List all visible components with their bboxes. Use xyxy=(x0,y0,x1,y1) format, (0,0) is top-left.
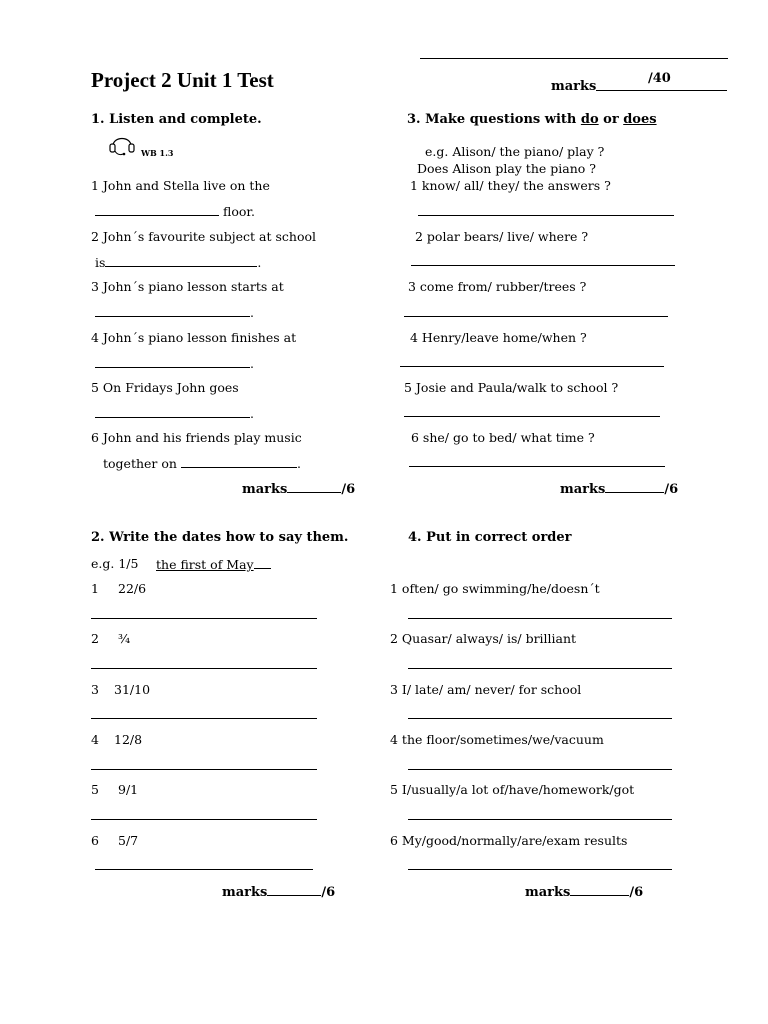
s2-item3-num: 3 xyxy=(91,682,99,697)
s1-item4-answer: . xyxy=(95,355,254,371)
answer-blank[interactable] xyxy=(95,405,250,418)
s3-item2: 2 polar bears/ live/ where ? xyxy=(415,229,589,244)
s2-marks: marks /6 xyxy=(222,885,336,900)
s3-item4: 4 Henry/leave home/when ? xyxy=(410,330,587,345)
answer-line[interactable] xyxy=(408,618,672,619)
marks-blank[interactable] xyxy=(267,883,321,896)
s3-item5: 5 Josie and Paula/walk to school ? xyxy=(404,380,619,395)
s1-item4-text: 4 John´s piano lesson finishes at xyxy=(91,330,297,345)
marks-blank[interactable] xyxy=(287,480,341,493)
section3-heading: 3. Make questions with do or does xyxy=(407,112,657,127)
marks-blank[interactable] xyxy=(570,883,629,896)
section4-heading: 4. Put in correct order xyxy=(408,530,572,545)
answer-line[interactable] xyxy=(400,366,664,367)
s3-example-prompt: e.g. Alison/ the piano/ play ? xyxy=(425,144,605,159)
marks-blank[interactable] xyxy=(605,480,664,493)
s2-item2-date: ¾ xyxy=(118,631,131,646)
answer-line[interactable] xyxy=(91,668,317,669)
s3-item6: 6 she/ go to bed/ what time ? xyxy=(411,430,595,445)
answer-blank[interactable] xyxy=(105,254,257,267)
s1-item2-text: 2 John´s favourite subject at school xyxy=(91,229,316,244)
s1-item1-text: 1 John and Stella live on the xyxy=(91,178,270,193)
answer-line[interactable] xyxy=(404,416,660,417)
s4-item4: 4 the floor/sometimes/we/vacuum xyxy=(390,732,604,747)
answer-line[interactable] xyxy=(411,265,675,266)
answer-line[interactable] xyxy=(404,316,668,317)
s2-item1-date: 22/6 xyxy=(118,581,147,596)
s4-item1: 1 often/ go swimming/he/doesn´t xyxy=(390,581,600,596)
s1-item6-answer: together on . xyxy=(103,456,301,471)
section2-heading: 2. Write the dates how to say them. xyxy=(91,530,349,545)
answer-line[interactable] xyxy=(91,618,317,619)
s1-item5-answer: . xyxy=(95,405,254,421)
answer-line[interactable] xyxy=(91,769,317,770)
s2-item2-num: 2 xyxy=(91,631,99,646)
s1-marks: marks /6 xyxy=(242,482,356,497)
s4-item5: 5 I/usually/a lot of/have/homework/got xyxy=(390,782,635,797)
s1-item5-text: 5 On Fridays John goes xyxy=(91,380,239,395)
s2-item6-date: 5/7 xyxy=(118,833,139,848)
s1-item3-answer: . xyxy=(95,304,254,320)
answer-line[interactable] xyxy=(91,819,317,820)
name-line[interactable] xyxy=(420,58,728,59)
answer-line[interactable] xyxy=(408,668,672,669)
s2-item1-num: 1 xyxy=(91,581,99,596)
answer-line[interactable] xyxy=(95,869,313,870)
section1-heading: 1. Listen and complete. xyxy=(91,112,262,127)
s1-item3-text: 3 John´s piano lesson starts at xyxy=(91,279,284,294)
answer-blank[interactable] xyxy=(95,355,250,368)
answer-line[interactable] xyxy=(91,718,317,719)
s1-item1-answer: floor. xyxy=(95,203,255,219)
s3-item3: 3 come from/ rubber/trees ? xyxy=(408,279,587,294)
headphones-icon xyxy=(107,129,137,163)
s2-item5-date: 9/1 xyxy=(118,782,139,797)
answer-line[interactable] xyxy=(408,819,672,820)
total-marks-value: /40 xyxy=(648,71,671,86)
answer-line[interactable] xyxy=(408,718,672,719)
answer-line[interactable] xyxy=(408,869,672,870)
total-marks-label: marks xyxy=(551,79,597,94)
s2-item4-num: 4 xyxy=(91,732,99,747)
s3-item1: 1 know/ all/ they/ the answers ? xyxy=(410,178,611,193)
s4-marks: marks /6 xyxy=(525,885,644,900)
s2-item5-num: 5 xyxy=(91,782,99,797)
s1-item2-answer: is . xyxy=(95,255,262,270)
answer-blank[interactable] xyxy=(95,203,219,216)
answer-line[interactable] xyxy=(418,215,674,216)
s2-item4-date: 12/8 xyxy=(114,732,143,747)
answer-blank[interactable] xyxy=(95,304,250,317)
track-label: WB 1.3 xyxy=(141,148,174,158)
s4-item6: 6 My/good/normally/are/exam results xyxy=(390,833,628,848)
s2-item6-num: 6 xyxy=(91,833,99,848)
total-marks-line[interactable] xyxy=(596,90,727,91)
answer-blank[interactable] xyxy=(181,455,297,468)
s1-item6-text: 6 John and his friends play music xyxy=(91,430,302,445)
s3-example-answer: Does Alison play the piano ? xyxy=(417,161,596,176)
s4-item3: 3 I/ late/ am/ never/ for school xyxy=(390,682,582,697)
s2-item3-date: 31/10 xyxy=(114,682,151,697)
s2-example-answer: the first of May xyxy=(156,556,271,572)
s3-marks: marks /6 xyxy=(560,482,679,497)
s2-example-prompt: e.g. 1/5 xyxy=(91,556,139,571)
example-underline xyxy=(254,556,271,569)
s4-item2: 2 Quasar/ always/ is/ brilliant xyxy=(390,631,577,646)
page-title: Project 2 Unit 1 Test xyxy=(91,68,274,92)
answer-line[interactable] xyxy=(409,466,665,467)
answer-line[interactable] xyxy=(408,769,672,770)
